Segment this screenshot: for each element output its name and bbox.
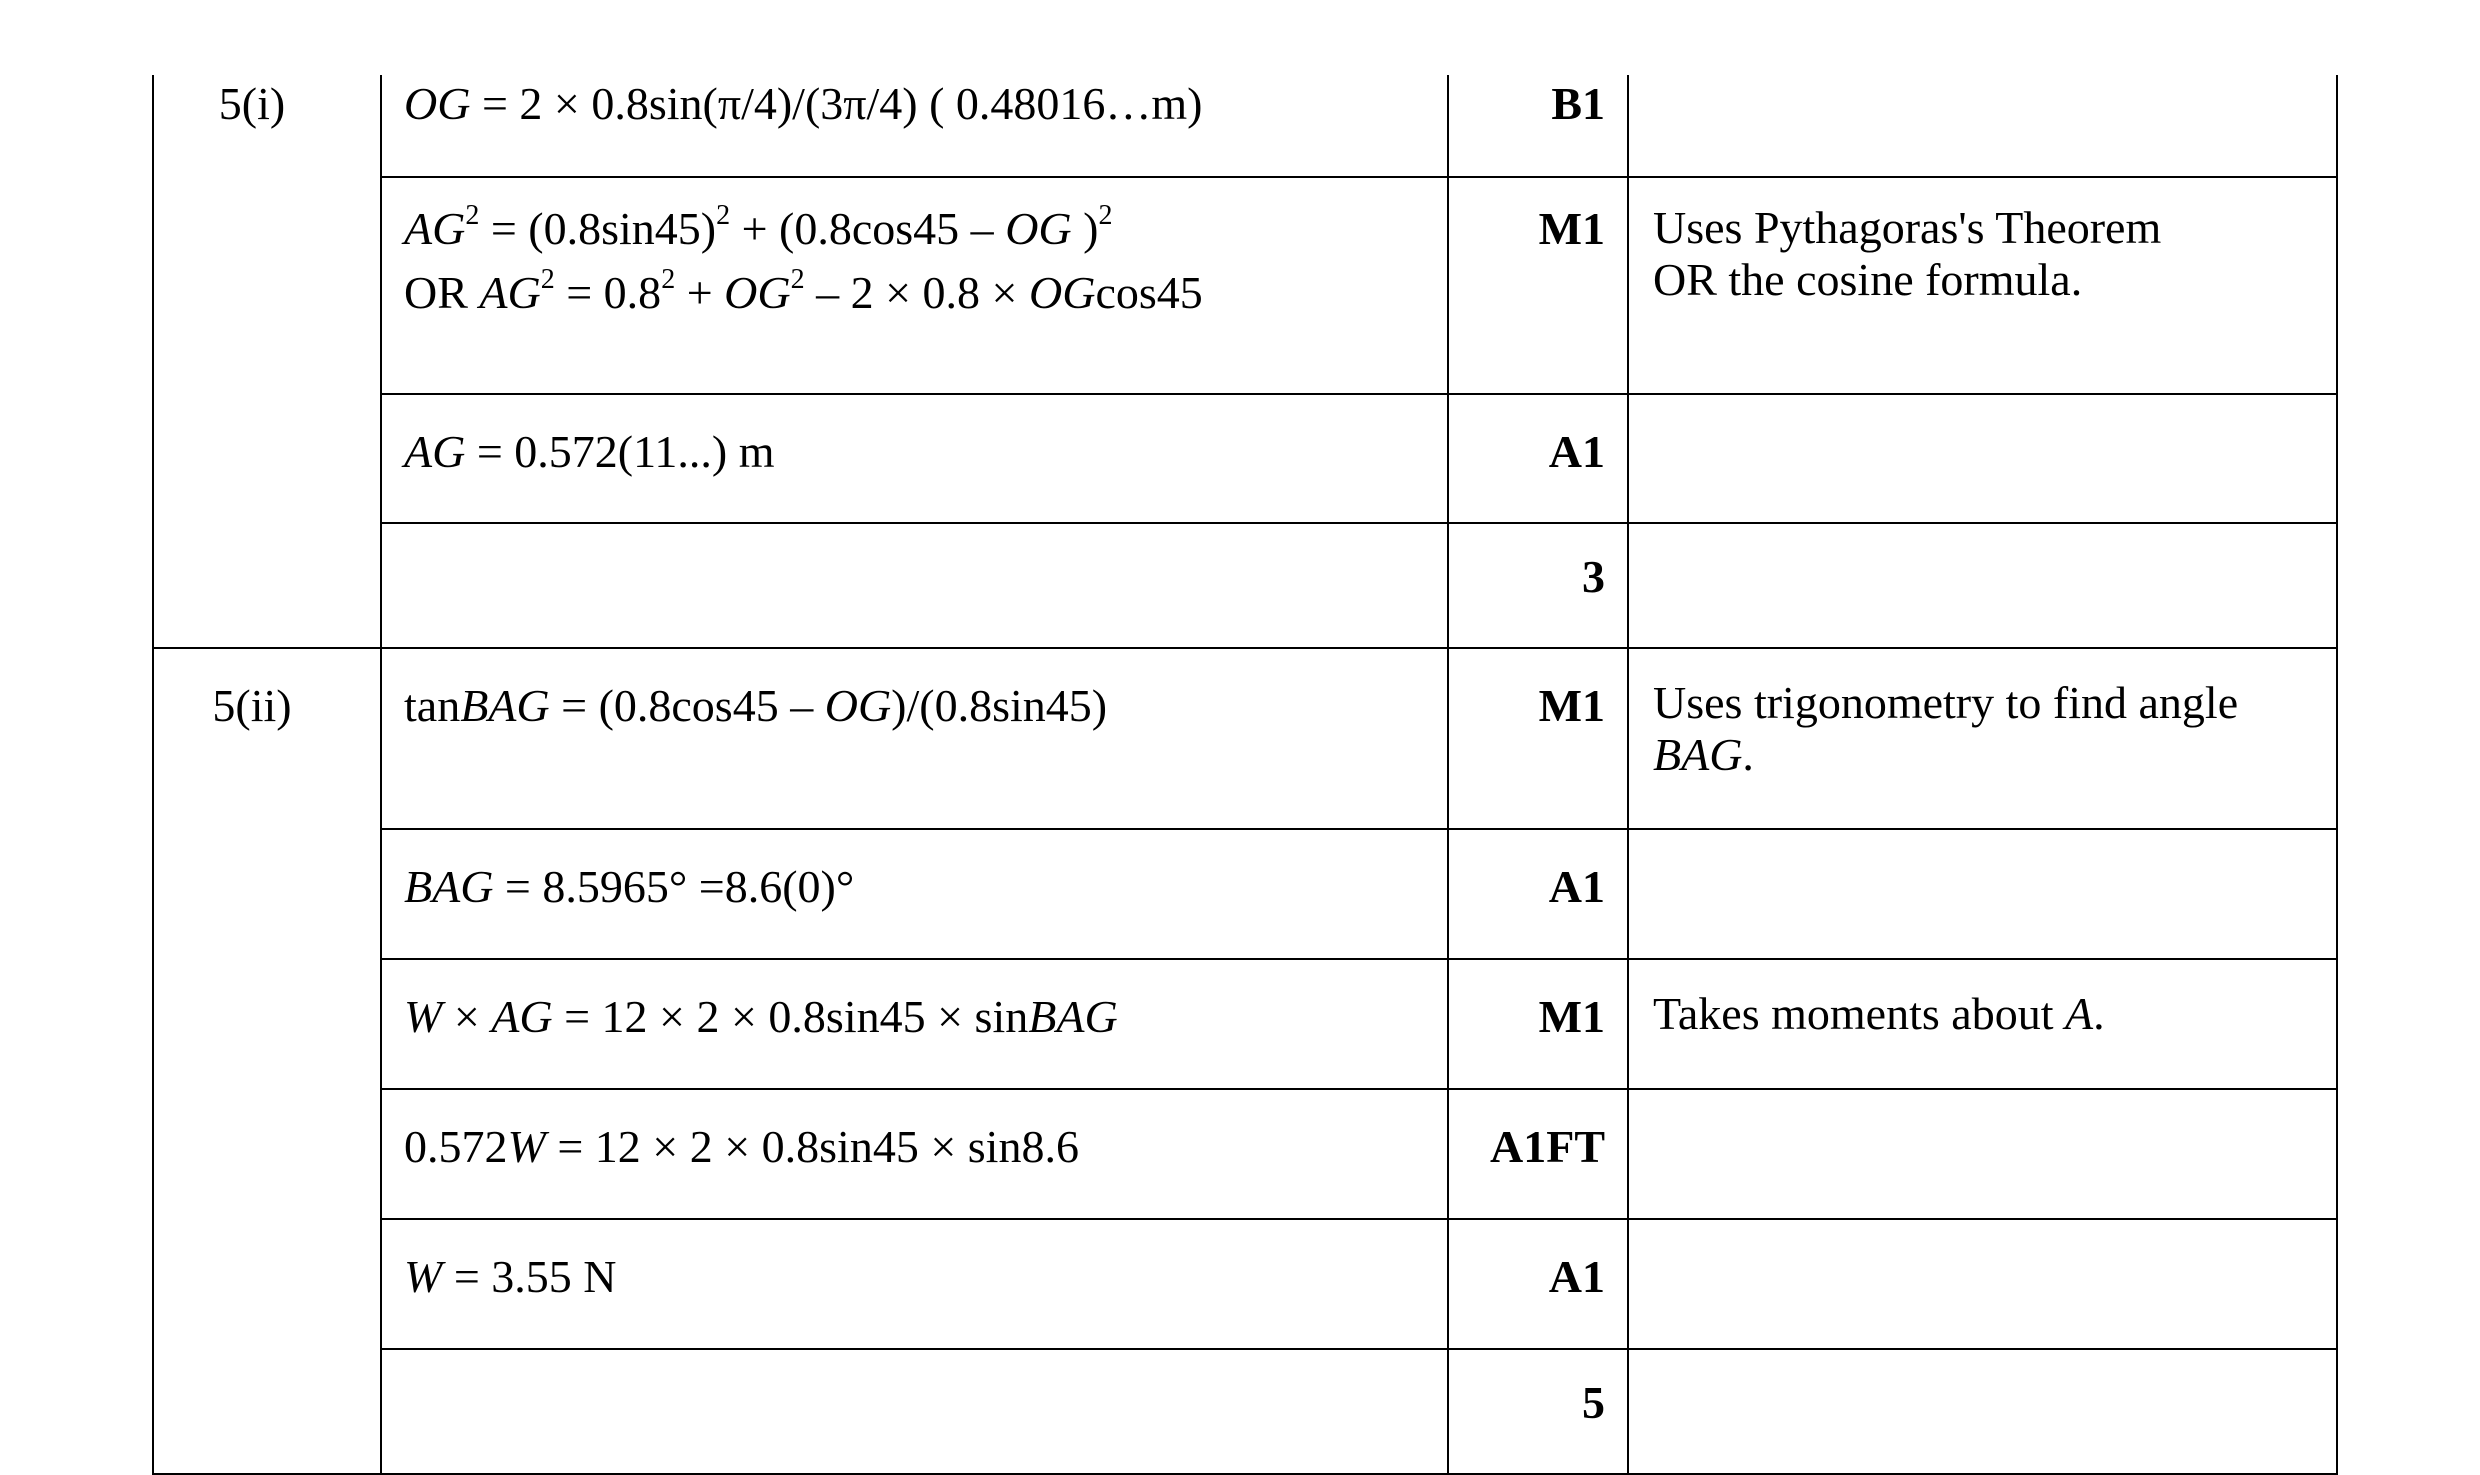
question-number: 5(i) — [218, 78, 286, 129]
guidance-cell — [1628, 1219, 2337, 1349]
superscript: 2 — [790, 263, 805, 295]
question-number-cell — [153, 75, 381, 648]
answer-text: W — [507, 1121, 546, 1172]
guidance-text: BAG — [1653, 729, 1743, 780]
answer-text: cos45 — [1095, 267, 1203, 318]
guidance-text: OR the cosine formula. — [1653, 254, 2083, 305]
guidance-cell — [1628, 1089, 2337, 1219]
guidance-cell — [1628, 648, 2337, 829]
mark-code: A1 — [1548, 1251, 1605, 1302]
answer-text: OG — [724, 267, 791, 318]
guidance-cell — [1628, 75, 2337, 177]
mark-code: B1 — [1551, 78, 1605, 129]
answer-line-1 — [404, 180, 1447, 256]
table-row — [153, 829, 2337, 959]
answer-text: = 0.8 — [554, 267, 662, 318]
table-row — [153, 523, 2337, 648]
answer-text: = 0.572(11...) m — [465, 426, 775, 477]
answer-cell — [381, 75, 1448, 177]
answer-text: W — [404, 1251, 443, 1302]
answer-text: OG — [824, 680, 892, 731]
mark-cell — [1448, 1089, 1628, 1219]
answer-text: = 12 × 2 × 0.8sin45 × sin — [552, 991, 1029, 1042]
answer-text: )/(0.8sin45) — [891, 680, 1108, 731]
answer-text: AG — [404, 203, 466, 254]
mark-code: M1 — [1538, 680, 1605, 731]
answer-text: = 12 × 2 × 0.8sin45 × sin8.6 — [545, 1121, 1079, 1172]
mark-cell — [1448, 829, 1628, 959]
guidance-cell — [1628, 959, 2337, 1089]
answer-text: = 8.5965° =8.6(0)° — [493, 861, 855, 912]
guidance-cell — [1628, 523, 2337, 648]
guidance-cell — [1628, 829, 2337, 959]
table-row — [153, 959, 2337, 1089]
answer-text: = (0.8cos45 – — [549, 680, 825, 731]
answer-cell — [381, 177, 1448, 394]
table-row — [153, 1349, 2337, 1474]
answer-text: = 3.55 N — [442, 1251, 617, 1302]
answer-cell — [381, 829, 1448, 959]
guidance-text: . — [1742, 729, 1754, 780]
answer-text: tan — [404, 680, 461, 731]
answer-text: W — [404, 991, 443, 1042]
guidance-text: Uses trigonometry to find angle — [1653, 677, 2239, 728]
mark-code: A1 — [1548, 861, 1605, 912]
guidance-text: Takes moments about — [1653, 988, 2065, 1039]
mark-code: M1 — [1538, 203, 1605, 254]
answer-text: OG — [1005, 203, 1072, 254]
superscript: 2 — [540, 263, 555, 295]
question-number-cell — [153, 648, 381, 1474]
answer-text: 0.572 — [404, 1121, 508, 1172]
answer-cell — [381, 648, 1448, 829]
mark-total: 3 — [1582, 551, 1605, 602]
table-row — [153, 177, 2337, 394]
superscript: 2 — [465, 199, 480, 231]
guidance-text: . — [2093, 988, 2105, 1039]
guidance-text: A — [2064, 988, 2094, 1039]
mark-cell — [1448, 523, 1628, 648]
answer-text: OG — [404, 78, 471, 129]
mark-code: M1 — [1538, 991, 1605, 1042]
answer-text: BAG — [404, 861, 494, 912]
answer-cell — [381, 959, 1448, 1089]
answer-text: × — [442, 991, 492, 1042]
answer-text: OG — [1028, 267, 1096, 318]
answer-cell — [381, 523, 1448, 648]
answer-text: AG — [491, 991, 553, 1042]
mark-code: A1 — [1548, 426, 1605, 477]
guidance-cell — [1628, 1349, 2337, 1474]
mark-cell — [1448, 1219, 1628, 1349]
answer-text: OR — [404, 267, 480, 318]
question-number: 5(ii) — [212, 680, 292, 731]
table-row — [153, 75, 2337, 177]
answer-text: – 2 × 0.8 × — [804, 267, 1029, 318]
guidance-cell — [1628, 394, 2337, 523]
answer-text: = (0.8sin45) — [479, 203, 717, 254]
answer-line-2 — [404, 263, 1447, 320]
guidance-text: Uses Pythagoras's Theorem — [1653, 202, 2162, 253]
table-row — [153, 648, 2337, 829]
answer-cell — [381, 394, 1448, 523]
mark-cell — [1448, 177, 1628, 394]
answer-text: BAG — [460, 680, 550, 731]
table-row — [153, 394, 2337, 523]
mark-cell — [1448, 75, 1628, 177]
answer-cell — [381, 1089, 1448, 1219]
guidance-cell — [1628, 177, 2337, 394]
answer-text: AG — [479, 267, 541, 318]
superscript: 2 — [661, 263, 676, 295]
answer-text: = 2 × 0.8sin(π/4)/(3π/4) ( 0.48016…m) — [470, 78, 1203, 129]
answer-text: AG — [404, 426, 466, 477]
answer-cell — [381, 1349, 1448, 1474]
superscript: 2 — [716, 199, 731, 231]
mark-total: 5 — [1582, 1377, 1605, 1428]
table-row — [153, 1219, 2337, 1349]
superscript: 2 — [1098, 199, 1113, 231]
mark-code: A1FT — [1490, 1121, 1605, 1172]
mark-cell — [1448, 1349, 1628, 1474]
mark-cell — [1448, 959, 1628, 1089]
answer-text: + (0.8cos45 – — [730, 203, 1006, 254]
answer-text: + — [675, 267, 725, 318]
answer-cell — [381, 1219, 1448, 1349]
answer-text: BAG — [1028, 991, 1118, 1042]
mark-scheme-table — [152, 75, 2338, 1475]
mark-cell — [1448, 648, 1628, 829]
table-row — [153, 1089, 2337, 1219]
mark-cell — [1448, 394, 1628, 523]
answer-text: ) — [1071, 203, 1099, 254]
